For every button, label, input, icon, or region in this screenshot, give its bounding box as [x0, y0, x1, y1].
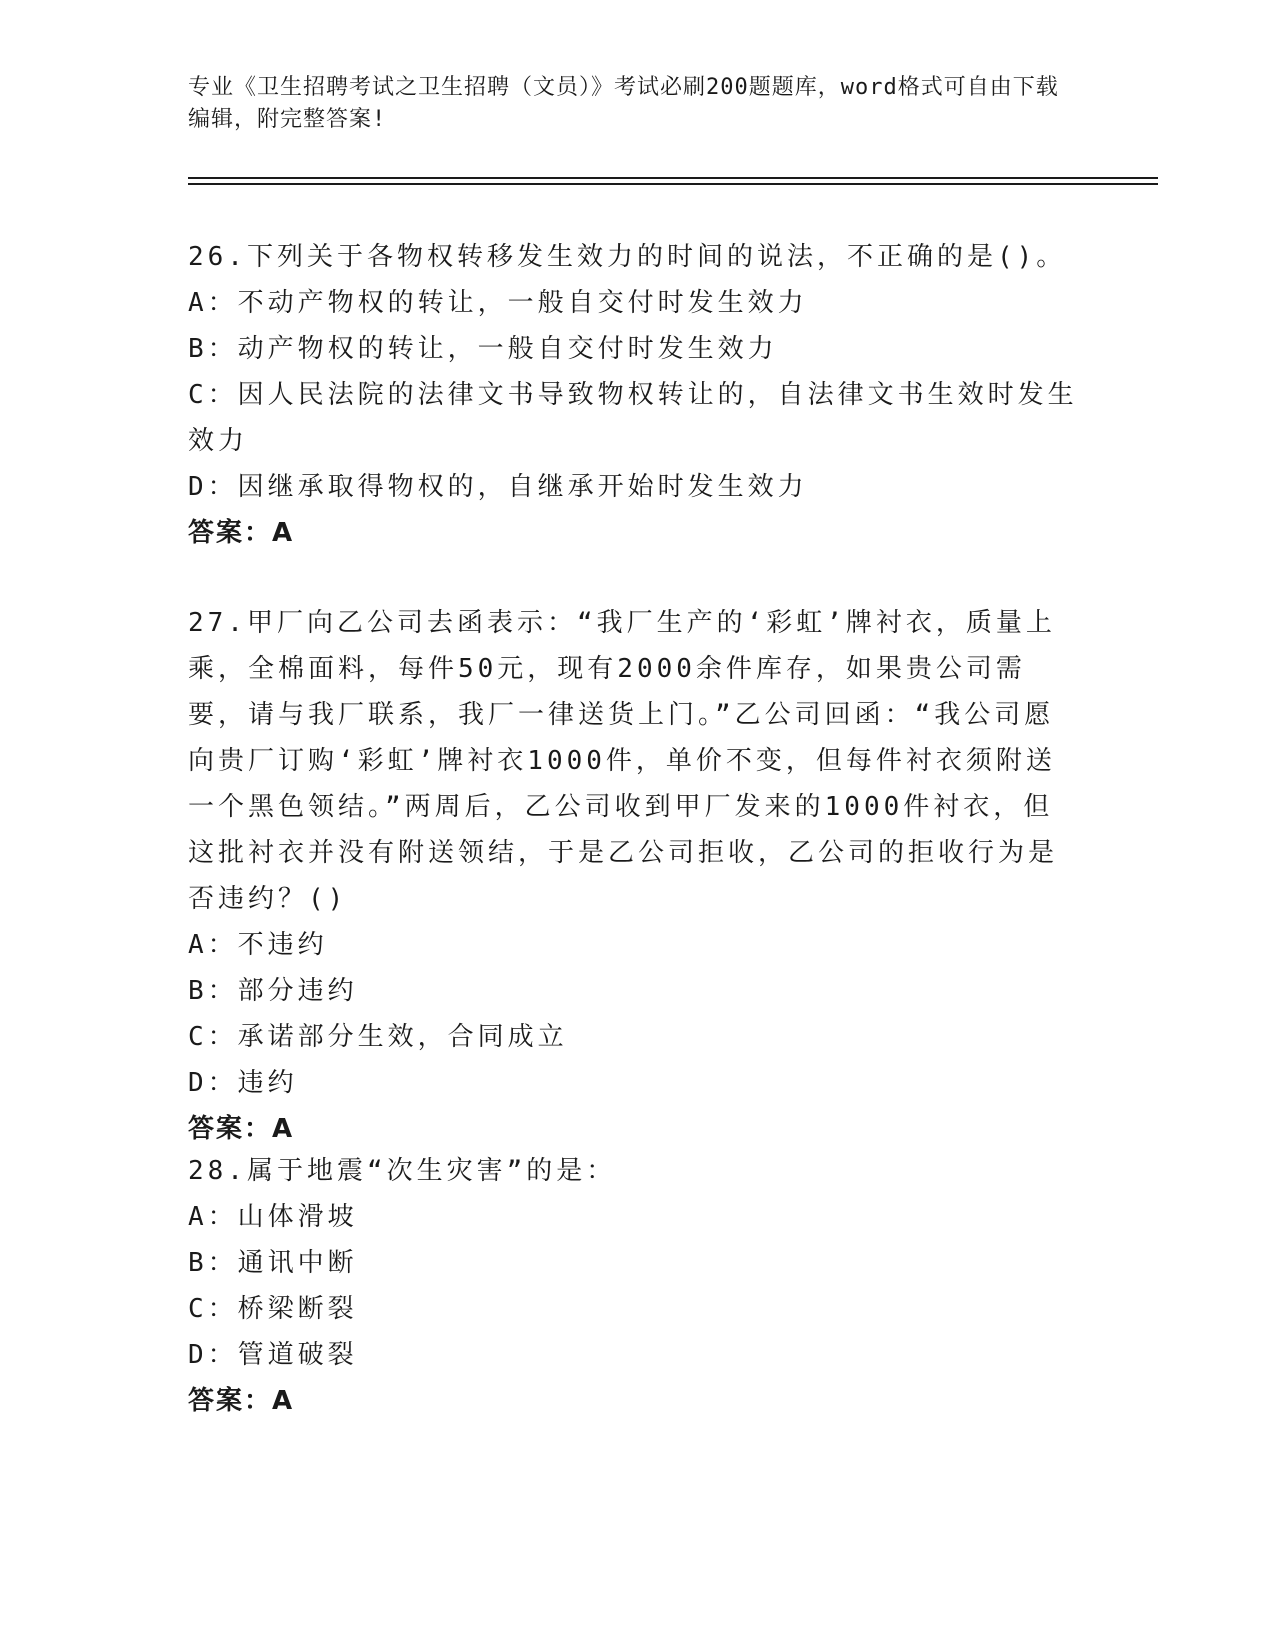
question-26 — [188, 234, 1078, 556]
option-d: D：因继承取得物权的，自继承开始时发生效力 — [188, 472, 808, 502]
question-stem: 27.甲厂向乙公司去函表示：“我厂生产的‘彩虹’牌衬衣，质量上乘，全棉面料，每件50元，现有2000余件库存，如果贵公司需要，请与我厂联系，我厂一律送货上门。”乙公司回函：“我公司愿向贵厂订购‘彩虹’牌衬衣1000件，单价不变，但每件衬衣须附送一个黑色领结。”两周后，乙公司收到甲厂发来的1000件衬衣，但这批衬衣并没有附送领结，于是乙公司拒收，乙公司的拒收行为是否违约？() — [188, 608, 1059, 914]
question-stem: 26.下列关于各物权转移发生效力的时间的说法，不正确的是()。 — [188, 242, 1067, 272]
option-b: B：通讯中断 — [188, 1248, 358, 1278]
option-a: A：山体滑坡 — [188, 1202, 358, 1232]
question-27 — [188, 600, 1078, 1152]
option-c: C：因人民法院的法律文书导致物权转让的，自法律文书生效时发生效力 — [188, 380, 1078, 456]
option-d: D：违约 — [188, 1068, 298, 1098]
option-d: D：管道破裂 — [188, 1340, 358, 1370]
answer-label: 答案：A — [188, 518, 295, 548]
option-b: B：部分违约 — [188, 976, 358, 1006]
header-divider-bottom — [188, 183, 1158, 185]
option-a: A：不违约 — [188, 930, 328, 960]
question-stem: 28.属于地震“次生灾害”的是： — [188, 1156, 617, 1186]
option-b: B：动产物权的转让，一般自交付时发生效力 — [188, 334, 778, 364]
header-divider-top — [188, 177, 1158, 179]
option-c: C：桥梁断裂 — [188, 1294, 358, 1324]
answer-label: 答案：A — [188, 1114, 295, 1144]
option-c: C：承诺部分生效，合同成立 — [188, 1022, 568, 1052]
question-28 — [188, 1148, 1078, 1424]
option-a: A：不动产物权的转让，一般自交付时发生效力 — [188, 288, 808, 318]
answer-label: 答案：A — [188, 1386, 295, 1416]
document-header: 专业《卫生招聘考试之卫生招聘（文员）》考试必刷200题题库，word格式可自由下载编辑，附完整答案! — [188, 75, 1059, 132]
